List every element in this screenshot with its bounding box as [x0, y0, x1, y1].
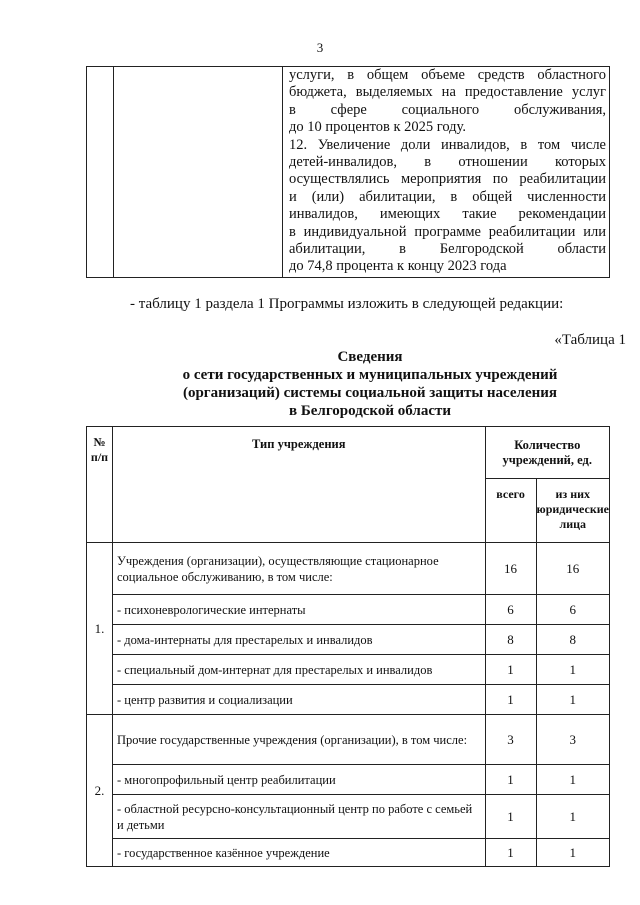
- legal-count: 16: [536, 543, 609, 595]
- legal-count: 1: [536, 685, 609, 715]
- table-row: [87, 795, 610, 839]
- total-count: 1: [485, 655, 536, 685]
- group-number: 1.: [87, 543, 113, 715]
- legal-count: 3: [536, 715, 609, 765]
- heading-line: в Белгородской области: [289, 403, 451, 419]
- table-row: [87, 625, 610, 655]
- total-count: 6: [485, 595, 536, 625]
- total-count: 1: [485, 765, 536, 795]
- total-count: 1: [485, 685, 536, 715]
- institutions-table: [86, 426, 610, 867]
- continuation-line: 12. Увеличение доли инвалидов, в том числе: [289, 136, 606, 153]
- continuation-line: до 10 процентов к 2025 году.: [289, 119, 466, 136]
- legal-count: 1: [536, 655, 609, 685]
- table-heading: [160, 348, 580, 420]
- header-type: Тип учреждения: [113, 427, 486, 543]
- continuation-line: осуществлялись мероприятия по реабилитации: [289, 171, 606, 188]
- continuation-line: абилитации, в Белгородской области: [289, 241, 606, 258]
- heading-line: Сведения: [337, 349, 403, 365]
- institution-name: - специальный дом-интернат для престарелых и инвалидов: [113, 655, 486, 685]
- continuation-line: в сфере социального обслуживания,: [289, 101, 606, 118]
- table-row: [87, 655, 610, 685]
- legal-count: 8: [536, 625, 609, 655]
- continuation-line: в индивидуальной программе реабилитации или: [289, 223, 606, 240]
- header-count: Количество учреждений, ед.: [485, 427, 609, 479]
- institution-name: - психоневрологические интернаты: [113, 595, 486, 625]
- continuation-name-cell: [114, 67, 283, 278]
- continuation-number-cell: [87, 67, 114, 278]
- continuation-line: услуги, в общем объеме средств областного: [289, 67, 606, 83]
- continuation-line: до 74,8 процента к концу 2023 года: [289, 258, 507, 275]
- legal-count: 1: [536, 839, 609, 867]
- legal-count: 6: [536, 595, 609, 625]
- header-number: № п/п: [87, 427, 113, 543]
- page-number: 3: [316, 40, 324, 55]
- instruction-text: - таблицу 1 раздела 1 Программы изложить в следующей редакции:: [130, 296, 564, 312]
- institution-name: - областной ресурсно-консультационный центр по работе с семьей и детьми: [113, 795, 486, 839]
- total-count: 8: [485, 625, 536, 655]
- continuation-line: и (или) абилитации, в общей численности: [289, 188, 606, 205]
- table-row: [87, 685, 610, 715]
- continuation-line: бюджета, выделяемых на предоставление услуг: [289, 84, 606, 101]
- header-total: всего: [485, 479, 536, 543]
- legal-count: 1: [536, 765, 609, 795]
- heading-line: (организаций) системы социальной защиты населения: [182, 385, 558, 401]
- institution-name: - многопрофильный центр реабилитации: [113, 765, 486, 795]
- continuation-text-cell: [283, 67, 610, 278]
- institution-name: - государственное казённое учреждение: [113, 839, 486, 867]
- total-count: 1: [485, 839, 536, 867]
- continuation-line: детей-инвалидов, в отношении которых: [289, 154, 606, 171]
- continuation-line: инвалидов, имеющих такие рекомендации: [289, 206, 606, 223]
- total-count: 16: [485, 543, 536, 595]
- institution-name: Учреждения (организации), осуществляющие стационарное социальное обслуживанию, в том числе:: [113, 543, 486, 595]
- institution-name: - дома-интернаты для престарелых и инвалидов: [113, 625, 486, 655]
- table-label: «Таблица 1: [554, 332, 626, 348]
- total-count: 1: [485, 795, 536, 839]
- continuation-table: [86, 66, 610, 278]
- institution-name: Прочие государственные учреждения (организации), в том числе:: [113, 715, 486, 765]
- header-legal: из них юридические лица: [536, 479, 609, 543]
- group-number: 2.: [87, 715, 113, 867]
- institution-name: - центр развития и социализации: [113, 685, 486, 715]
- legal-count: 1: [536, 795, 609, 839]
- total-count: 3: [485, 715, 536, 765]
- table-row: [87, 715, 610, 765]
- table-row: [87, 543, 610, 595]
- heading-line: о сети государственных и муниципальных учреждений: [182, 367, 558, 383]
- table-row: [87, 765, 610, 795]
- table-row: [87, 839, 610, 867]
- table-row: [87, 595, 610, 625]
